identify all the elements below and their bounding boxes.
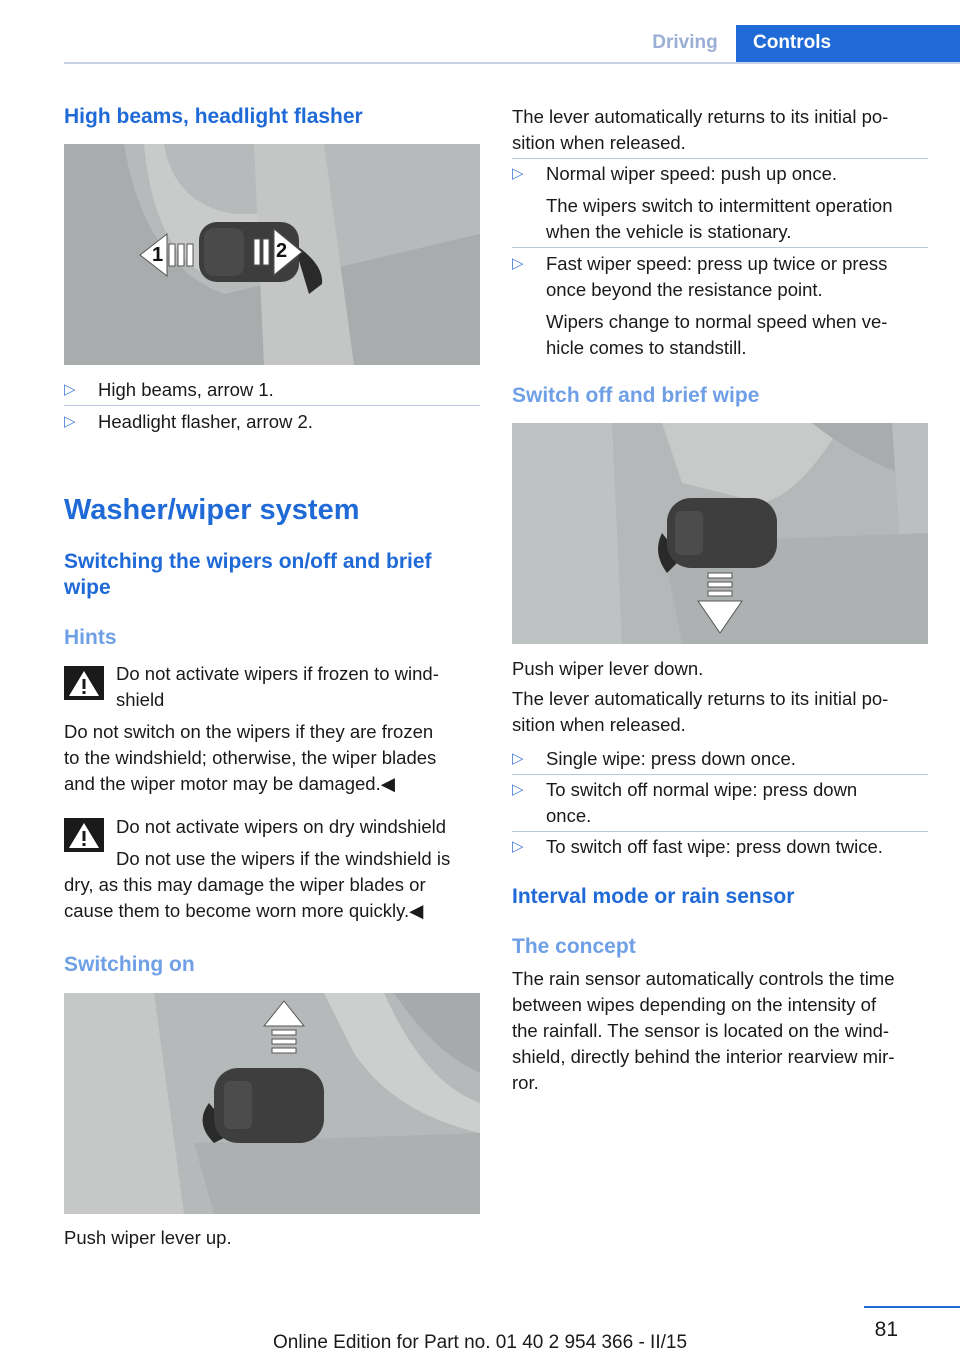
paragraph: The lever automatically returns to its initial po‐ [512,688,889,709]
subsection-title-switch-off: Switch off and brief wipe [512,384,760,407]
warning2-body: dry, as this may damage the wiper blades or [64,874,426,895]
paragraph: sition when released. [512,714,686,735]
paragraph: ror. [512,1072,539,1093]
fig1-arrow2-label: 2 [276,240,288,262]
bullet-triangle-icon: ▷ [512,750,524,767]
warning1-title: Do not activate wipers if frozen to wind‐ [116,663,439,684]
list-item: ▷ Headlight flasher, arrow 2. [64,409,480,435]
paragraph: shield, directly behind the interior rearview mir‐ [512,1046,895,1067]
paragraph: the rainfall. The sensor is located on the wind‐ [512,1020,890,1041]
divider [512,158,928,159]
page-number: 81 [874,1318,898,1341]
paragraph: The lever automatically returns to its initial po‐ [512,106,889,127]
warning2-body: cause them to become worn more quickly.◀ [64,900,424,921]
section-title-high-beams: High beams, headlight flasher [64,105,363,128]
list-item-cont: once. [546,805,592,826]
warning2-title: Do not activate wipers on dry windshield [116,816,447,837]
subsection-title-hints: Hints [64,626,117,649]
header-rule [64,62,960,64]
fig1-arrow1-label: 1 [152,244,164,266]
list-item-detail: Wipers change to normal speed when ve‐ [546,311,888,332]
list-item: ▷ To switch off fast wipe: press down twice. [512,834,928,860]
figure-push-lever-up [64,993,480,1214]
figure-high-beams [64,144,480,365]
warning-icon [64,818,104,852]
figure-caption: Push wiper lever up. [64,1227,232,1248]
warning2-body: Do not use the wipers if the windshield is [116,848,451,869]
subsection-title-concept: The concept [512,935,636,958]
warning1-body: to the windshield; otherwise, the wiper blades [64,747,437,768]
list-item-cont: once beyond the resistance point. [546,279,823,300]
subsection-title-switching-on: Switching on [64,953,195,976]
list-item: ▷ Normal wiper speed: push up once. [512,161,928,187]
section-title-interval: Interval mode or rain sensor [512,885,795,908]
bullet-triangle-icon: ▷ [512,165,524,182]
divider [512,831,928,832]
bullet-triangle-icon: ▷ [512,838,524,855]
bullet-triangle-icon: ▷ [512,255,524,272]
footer-rule [864,1306,960,1308]
tab-driving[interactable]: Driving [652,32,718,53]
bullet-triangle-icon: ▷ [512,781,524,798]
warning1-body: Do not switch on the wipers if they are frozen [64,721,434,742]
list-item-detail: hicle comes to standstill. [546,337,747,358]
list-item: ▷ High beams, arrow 1. [64,377,480,403]
chapter-title-washer: Washer/wiper system [64,494,360,526]
list-item-detail: when the vehicle is stationary. [546,221,792,242]
list-item: ▷ Single wipe: press down once. [512,746,928,772]
figure-caption: Push wiper lever down. [512,658,704,679]
bullet-triangle-icon: ▷ [64,413,76,430]
section-title-switching-cont: wipe [64,576,111,599]
warning1-title-cont: shield [116,689,165,710]
section-title-switching: Switching the wipers on/off and brief [64,550,432,573]
tab-controls[interactable]: Controls [736,25,960,62]
list-item-detail: The wipers switch to intermittent operation [546,195,893,216]
footer-edition: Online Edition for Part no. 01 40 2 954 366 - II/15 [272,1332,688,1353]
list-item: ▷ Fast wiper speed: press up twice or press [512,251,928,277]
warning1-body: and the wiper motor may be damaged.◀ [64,773,395,794]
figure-push-lever-down [512,423,928,644]
paragraph: The rain sensor automatically controls the time [512,968,895,989]
divider [64,405,480,406]
bullet-triangle-icon: ▷ [64,381,76,398]
list-item: ▷ To switch off normal wipe: press down [512,777,928,803]
paragraph: sition when released. [512,132,686,153]
paragraph: between wipes depending on the intensity of [512,994,877,1015]
warning-icon [64,666,104,700]
divider [512,774,928,775]
divider [512,247,928,248]
